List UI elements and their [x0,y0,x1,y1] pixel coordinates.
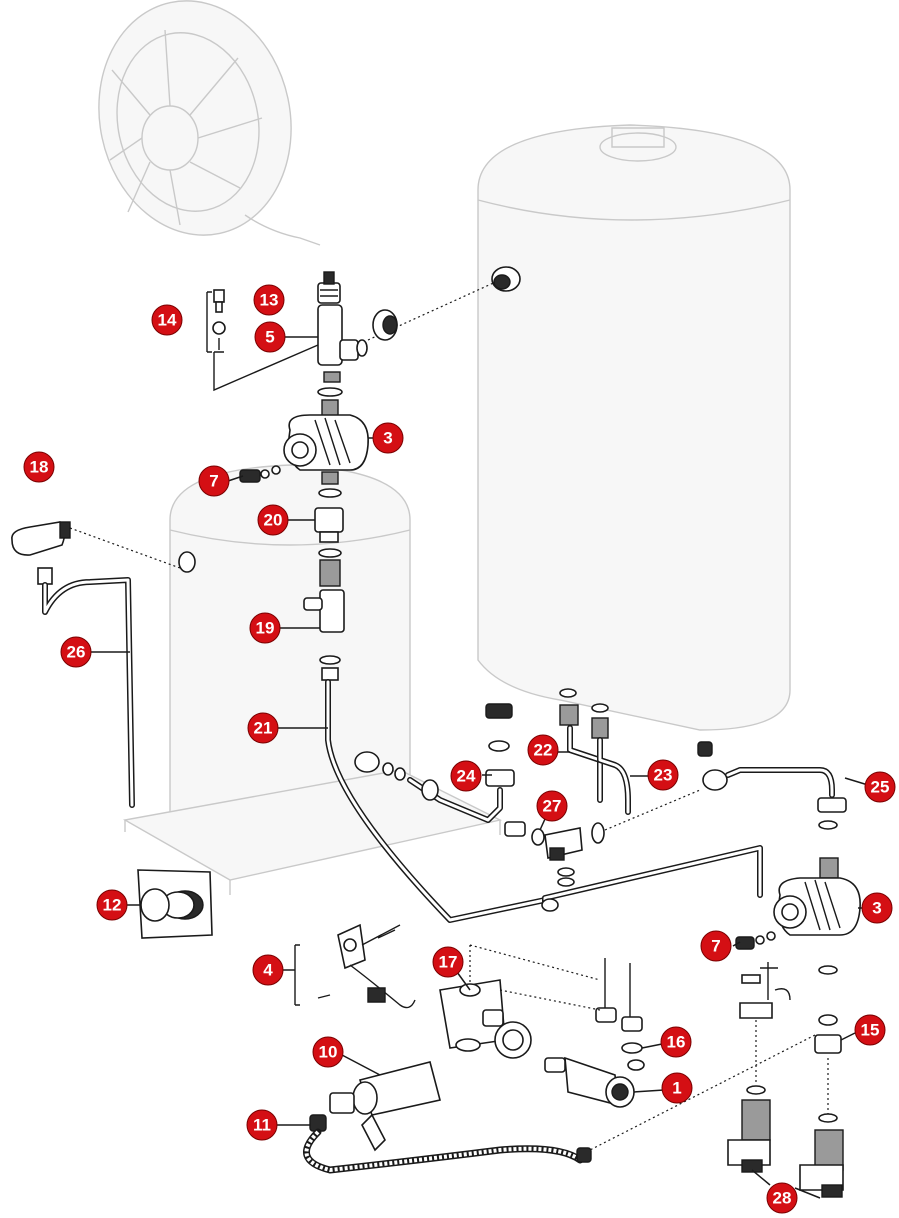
seal-kit-bag [138,870,212,938]
drain-plug-lower [736,932,775,949]
svg-text:22: 22 [533,740,553,760]
expansion-vessel-ghost [78,0,320,253]
mixing-valve-17 [440,945,600,1058]
svg-text:14: 14 [157,310,177,330]
callout-7-upper [199,466,229,496]
callout-24 [451,761,481,791]
thermostat-cartridge-1 [545,1058,634,1107]
callout-23 [648,760,678,790]
callout-16 [661,1027,691,1057]
svg-text:12: 12 [102,895,122,915]
svg-text:26: 26 [66,642,86,662]
svg-text:7: 7 [711,936,721,956]
svg-text:23: 23 [653,765,673,785]
svg-text:11: 11 [253,1115,271,1135]
callout-27 [537,791,567,821]
callout-11 [247,1110,277,1140]
callout-1 [662,1073,692,1103]
callout-15 [855,1015,885,1045]
svg-text:18: 18 [29,457,49,477]
callout-25 [865,772,895,802]
callout-28 [767,1183,797,1213]
svg-text:10: 10 [318,1042,338,1062]
callout-17 [433,947,463,977]
callout-3-upper [373,423,403,453]
svg-text:7: 7 [209,471,219,491]
filling-valve-10 [330,1062,440,1150]
svg-text:4: 4 [263,960,273,980]
air-vent-part [318,272,340,303]
callout-4 [253,955,283,985]
return-pipe-loop [542,848,760,911]
svg-text:20: 20 [263,510,283,530]
svg-text:19: 19 [255,618,275,638]
ball-valves-28 [728,1086,843,1197]
sensor-fitting-15 [590,962,841,1150]
circulation-pump-lower [774,821,860,974]
callout-19 [250,613,280,643]
svg-text:16: 16 [666,1032,686,1052]
svg-text:15: 15 [860,1020,880,1040]
svg-text:3: 3 [872,898,882,918]
small-tank-ghost [125,465,500,895]
callout-14 [152,305,182,335]
callout-10 [313,1037,343,1067]
svg-text:1: 1 [672,1078,682,1098]
flexible-hose-11 [306,1115,591,1170]
callout-5 [255,322,285,352]
svg-text:13: 13 [259,290,279,310]
callout-26 [61,637,91,667]
svg-text:24: 24 [456,766,476,786]
callout-3-lower [862,893,892,923]
callout-18 [24,452,54,482]
callout-12 [97,890,127,920]
svg-text:25: 25 [870,777,890,797]
fill-kit-26 [12,522,195,805]
svg-text:28: 28 [772,1188,792,1208]
callout-20 [258,505,288,535]
callout-7-lower [701,931,731,961]
callout-22 [528,735,558,765]
pipe-25 [698,742,846,812]
svg-text:5: 5 [265,327,275,347]
callout-13 [254,285,284,315]
large-tank-ghost [478,125,790,730]
temperature-sensor-4 [295,925,415,1008]
callout-21 [248,713,278,743]
svg-text:17: 17 [438,952,458,972]
svg-text:21: 21 [253,718,273,738]
svg-text:3: 3 [383,428,393,448]
svg-text:27: 27 [542,796,562,816]
